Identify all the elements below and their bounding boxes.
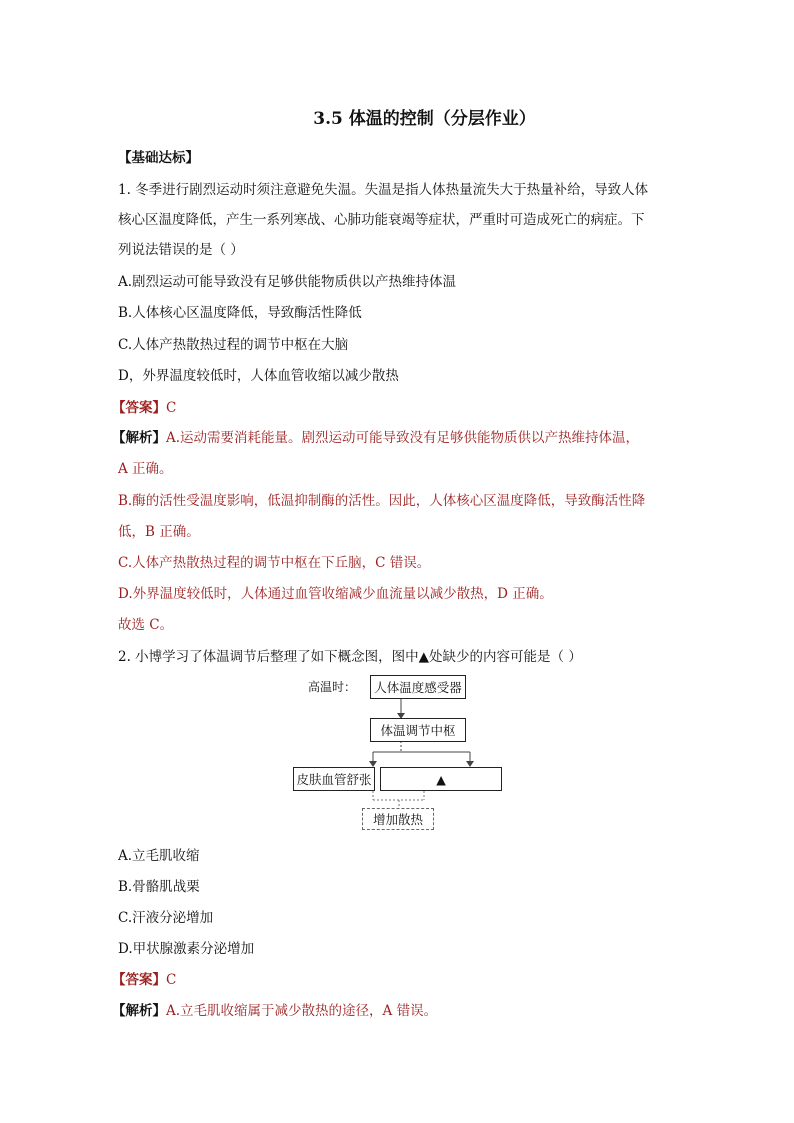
q1-option-b: B.人体核心区温度降低，导致酶活性降低 — [118, 305, 362, 321]
q1-analysis-line-3: B.酶的活性受温度影响，低温抑制酶的活性。因此，人体核心区温度降低，导致酶活性降 — [118, 493, 646, 509]
q1-stem-line-1: 1. 冬季进行剧烈运动时须注意避免失温。失温是指人体热量流失大于热量补给，导致人体 — [118, 182, 649, 198]
q1-option-d: D，外界温度较低时，人体血管收缩以减少散热 — [118, 368, 399, 384]
q1-analysis-text-1: A.运动需要消耗能量。剧烈运动可能导致没有足够供能物质供以产热维持体温， — [166, 430, 640, 446]
q1-answer-tag: 【答案】 — [112, 400, 166, 416]
q2-analysis-line-1 — [112, 999, 437, 1019]
diagram-center-box: 体温调节中枢 — [370, 718, 466, 742]
q2-analysis-text-1: A.立毛肌收缩属于减少散热的途径，A 错误。 — [166, 1003, 438, 1019]
q1-answer-value: C — [166, 400, 177, 416]
q1-answer — [112, 396, 176, 416]
q2-answer-tag: 【答案】 — [112, 972, 166, 988]
diagram-receptor-box: 人体温度感受器 — [370, 675, 466, 699]
q2-answer — [112, 968, 176, 988]
q1-analysis-line-2: A 正确。 — [118, 461, 173, 477]
section-heading: 【基础达标】 — [118, 150, 199, 166]
q2-analysis-tag: 【解析】 — [112, 1003, 166, 1019]
q2-stem: 2. 小博学习了体温调节后整理了如下概念图，图中▲处缺少的内容可能是（ ） — [118, 649, 582, 665]
diagram-label: 高温时： — [308, 680, 357, 694]
q1-stem-line-3: 列说法错误的是（ ） — [118, 242, 244, 258]
q1-option-c: C.人体产热散热过程的调节中枢在大脑 — [118, 337, 349, 353]
q1-analysis-line-6: D.外界温度较低时，人体通过血管收缩减少血流量以减少散热，D 正确。 — [118, 586, 553, 602]
q1-analysis-tag: 【解析】 — [112, 430, 166, 446]
q1-option-a: A.剧烈运动可能导致没有足够供能物质供以产热维持体温 — [118, 274, 457, 290]
q1-analysis-line-4: 低，B 正确。 — [118, 524, 200, 540]
q1-conclusion: 故选 C。 — [118, 617, 174, 633]
concept-diagram — [290, 672, 510, 837]
q1-analysis-line-5: C.人体产热散热过程的调节中枢在下丘脑，C 错误。 — [118, 555, 431, 571]
q1-analysis-line-1 — [112, 426, 639, 446]
q2-answer-value: C — [166, 972, 177, 988]
q2-option-b: B.骨骼肌战栗 — [118, 879, 200, 895]
q1-stem-line-2: 核心区温度降低，产生一系列寒战、心肺功能衰竭等症状，严重时可造成死亡的病症。下 — [118, 212, 645, 228]
diagram-result-box: 增加散热 — [362, 808, 434, 830]
page-title: 3.5 体温的控制（分层作业） — [313, 109, 536, 129]
q2-option-a: A.立毛肌收缩 — [118, 848, 200, 864]
diagram-left-box: 皮肤血管舒张 — [293, 767, 375, 791]
q2-option-d: D.甲状腺激素分泌增加 — [118, 941, 255, 957]
diagram-missing-box: ▲ — [380, 767, 502, 791]
q2-option-c: C.汗液分泌增加 — [118, 910, 214, 926]
